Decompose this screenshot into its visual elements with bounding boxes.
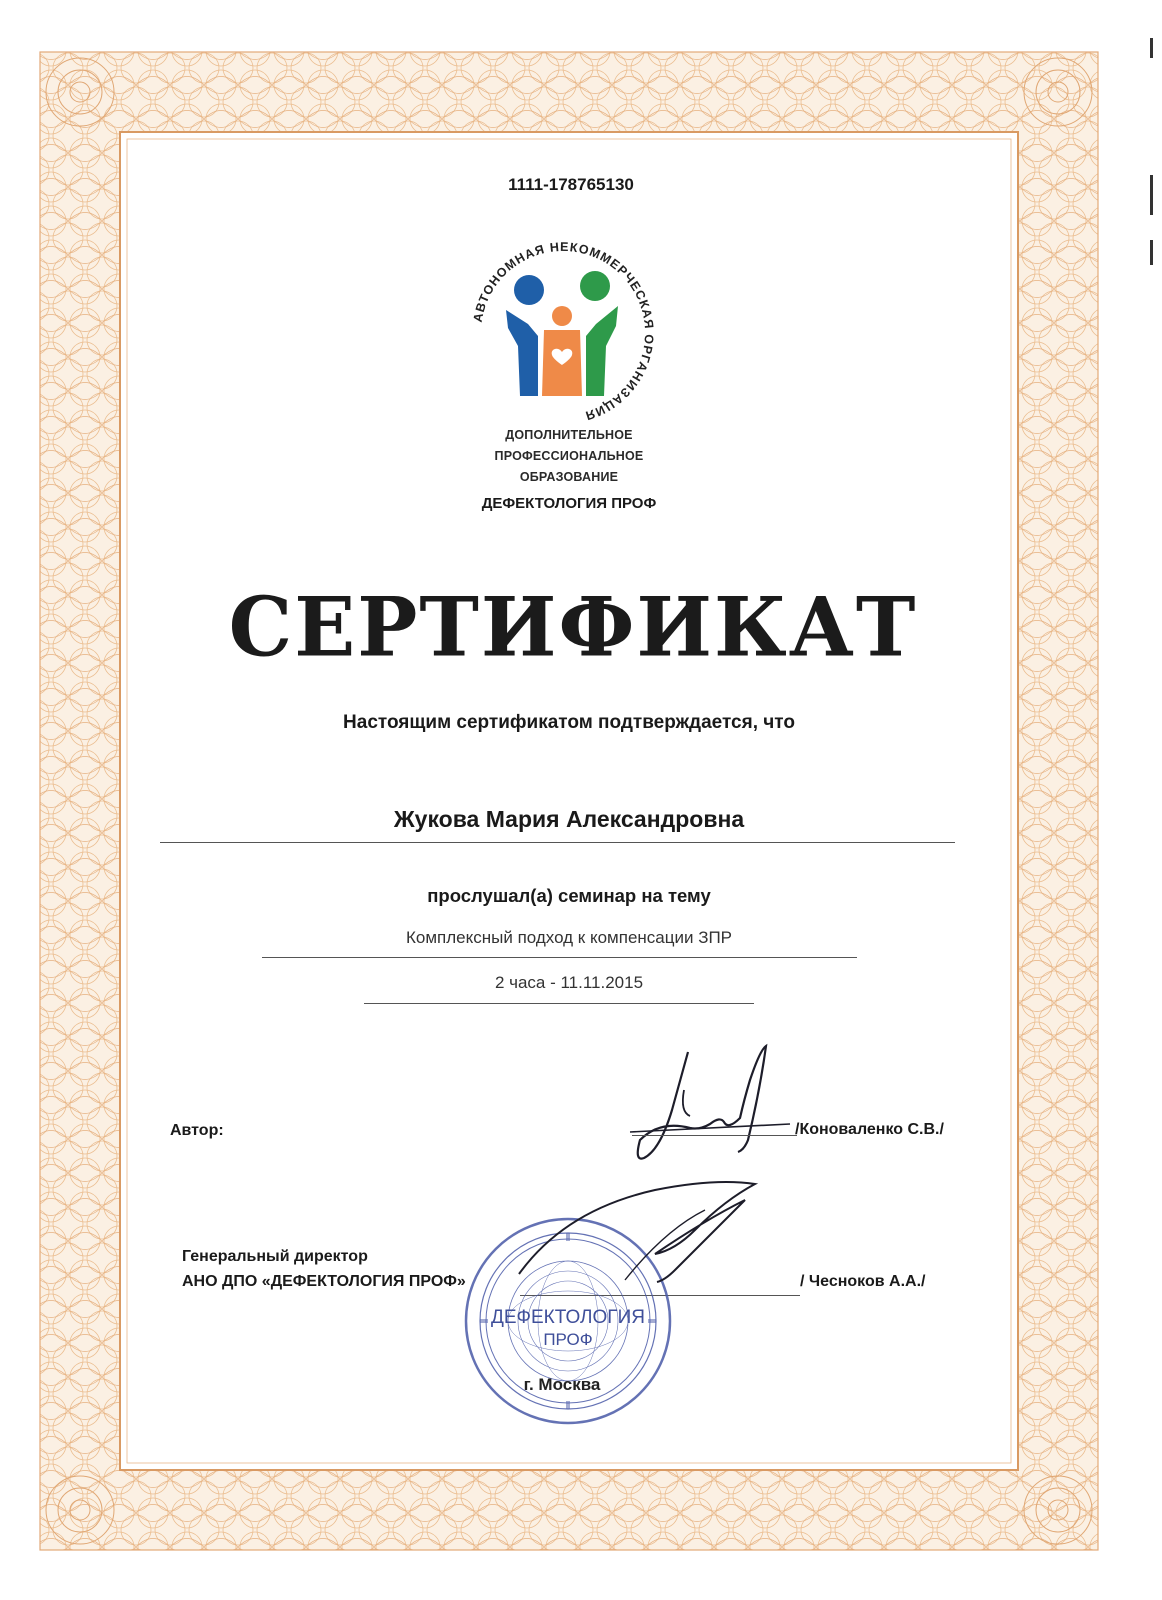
org-line-2: ПРОФЕССИОНАЛЬНОЕ bbox=[494, 449, 644, 463]
org-line-3: ОБРАЗОВАНИЕ bbox=[519, 470, 619, 484]
seal-city: г. Москва bbox=[523, 1375, 601, 1394]
recipient-underline bbox=[160, 842, 955, 843]
seal-center-line1: ДЕФЕКТОЛОГИЯ bbox=[491, 1307, 645, 1328]
seminar-action: прослушал(а) семинар на тему bbox=[427, 885, 711, 906]
certificate-number: 1111-178765130 bbox=[508, 175, 634, 194]
org-line-1: ДОПОЛНИТЕЛЬНОЕ bbox=[505, 428, 633, 442]
logo-ring-text: АВТОНОМНАЯ НЕКОММЕРЧЕСКАЯ ОРГАНИЗАЦИЯ bbox=[470, 239, 657, 423]
org-name: ДЕФЕКТОЛОГИЯ ПРОФ bbox=[481, 495, 657, 512]
director-signature bbox=[505, 1170, 795, 1300]
author-name: /Коноваленко С.В./ bbox=[795, 1121, 944, 1138]
logo-figures-icon bbox=[506, 271, 618, 396]
director-title: Генеральный директор bbox=[182, 1248, 368, 1265]
author-signature bbox=[620, 1040, 800, 1180]
certificate-title: СЕРТИФИКАТ bbox=[228, 579, 918, 675]
organization-logo bbox=[458, 228, 668, 438]
author-sign-line bbox=[632, 1135, 797, 1136]
director-name: / Чесноков А.А./ bbox=[800, 1273, 926, 1290]
topic-underline bbox=[262, 957, 857, 958]
recipient-name: Жукова Мария Александровна bbox=[393, 806, 745, 832]
seminar-duration: 2 часа - 11.11.2015 bbox=[494, 973, 644, 992]
seal-center-line2: ПРОФ bbox=[543, 1330, 593, 1349]
seminar-topic: Комплексный подход к компенсации ЗПР bbox=[405, 928, 733, 947]
duration-underline bbox=[364, 1003, 754, 1004]
author-label: Автор: bbox=[170, 1122, 224, 1139]
intro-text: Настоящим сертификатом подтверждается, что bbox=[343, 712, 795, 733]
director-organization: АНО ДПО «ДЕФЕКТОЛОГИЯ ПРОФ» bbox=[182, 1273, 466, 1290]
